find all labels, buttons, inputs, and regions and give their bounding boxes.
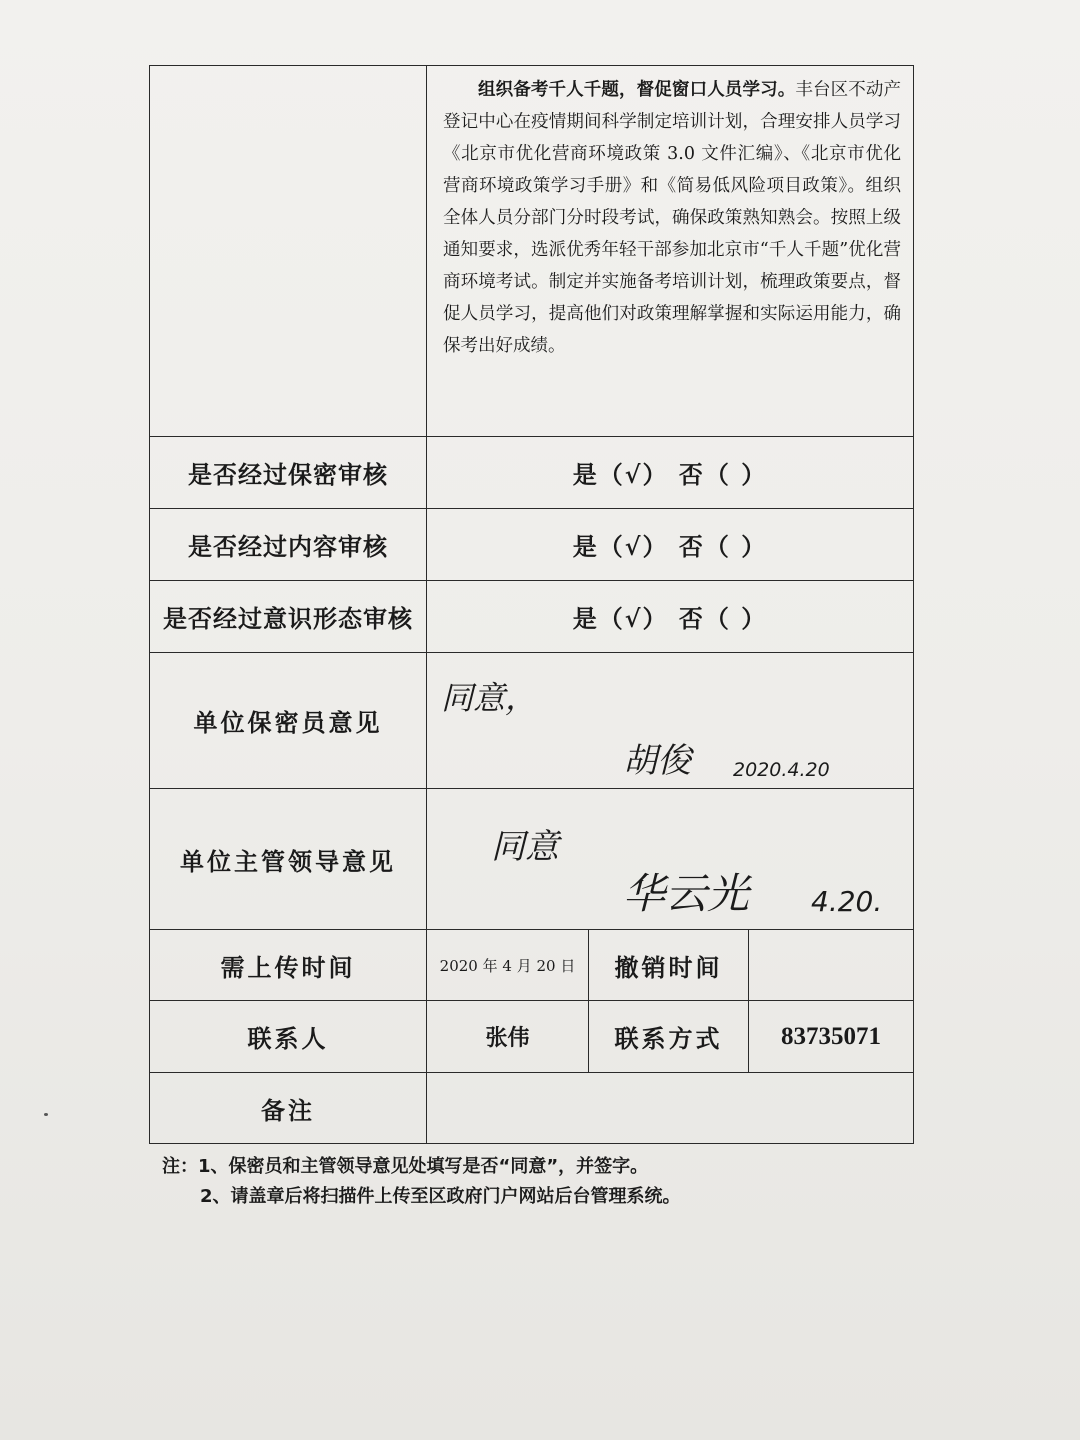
secrecy-officer-date: 2020.4.20 bbox=[733, 759, 830, 781]
revoke-time-value bbox=[749, 930, 914, 1001]
leader-opinion-cell bbox=[427, 789, 914, 930]
secrecy-officer-row bbox=[150, 653, 914, 789]
review-answer-ideology: 是（√） 否（ ） bbox=[427, 581, 914, 653]
secrecy-officer-opinion-cell bbox=[427, 653, 914, 789]
contact-person-value: 张伟 bbox=[427, 1001, 589, 1073]
review-form-table bbox=[149, 65, 914, 1144]
secrecy-officer-signature: 胡俊 bbox=[623, 741, 691, 781]
contact-method-value: 83735071 bbox=[749, 1001, 914, 1073]
contact-method-label: 联系方式 bbox=[589, 1001, 749, 1073]
upload-time-label: 需上传时间 bbox=[150, 930, 427, 1001]
leader-date: 4.20. bbox=[811, 885, 883, 918]
review-row-ideology bbox=[150, 581, 914, 653]
content-paragraph bbox=[443, 74, 901, 362]
footnotes bbox=[162, 1152, 681, 1212]
remarks-label: 备注 bbox=[150, 1073, 427, 1144]
revoke-time-label: 撤销时间 bbox=[589, 930, 749, 1001]
content-label-cell bbox=[150, 66, 427, 437]
content-row bbox=[150, 66, 914, 437]
leader-row bbox=[150, 789, 914, 930]
upload-row bbox=[150, 930, 914, 1001]
content-lead: 组织备考千人千题，督促窗口人员学习。 bbox=[478, 80, 796, 100]
contact-row bbox=[150, 1001, 914, 1073]
remarks-value bbox=[427, 1073, 914, 1144]
remarks-row bbox=[150, 1073, 914, 1144]
review-label-ideology: 是否经过意识形态审核 bbox=[150, 581, 427, 653]
secrecy-officer-opinion: 同意， bbox=[441, 679, 538, 717]
upload-time-value: 2020 年 4 月 20 日 bbox=[427, 930, 589, 1001]
review-row-secrecy bbox=[150, 437, 914, 509]
review-label-secrecy: 是否经过保密审核 bbox=[150, 437, 427, 509]
leader-opinion: 同意 bbox=[491, 827, 559, 867]
footnote-2: 2、请盖章后将扫描件上传至区政府门户网站后台管理系统。 bbox=[200, 1186, 681, 1207]
content-cell bbox=[427, 66, 914, 437]
content-body: 丰台区不动产登记中心在疫情期间科学制定培训计划，合理安排人员学习《北京市优化营商环境政策 3.0 文件汇编》、《北京市优化营商环境政策学习手册》和《简易低风险项目政策》。组织全体人员分部门分时段考试，确保政策熟知熟会。按照上级通知要求，选派优秀年轻干部参加北京市“千人千题”优化营商环境考试。制定并实施备考培训计划，梳理政策要点，督促人员学习，提高他们对政策理解掌握和实际运用能力，确保考出好成绩。 bbox=[443, 80, 902, 356]
review-row-content bbox=[150, 509, 914, 581]
footnote-1: 注：1、保密员和主管领导意见处填写是否“同意”，并签字。 bbox=[162, 1156, 649, 1177]
contact-person-label: 联系人 bbox=[150, 1001, 427, 1073]
review-answer-content: 是（√） 否（ ） bbox=[427, 509, 914, 581]
paper-speck bbox=[44, 1113, 48, 1116]
leader-signature: 华云光 bbox=[623, 869, 750, 918]
review-answer-secrecy: 是（√） 否（ ） bbox=[427, 437, 914, 509]
leader-label: 单位主管领导意见 bbox=[150, 789, 427, 930]
review-label-content: 是否经过内容审核 bbox=[150, 509, 427, 581]
secrecy-officer-label: 单位保密员意见 bbox=[150, 653, 427, 789]
